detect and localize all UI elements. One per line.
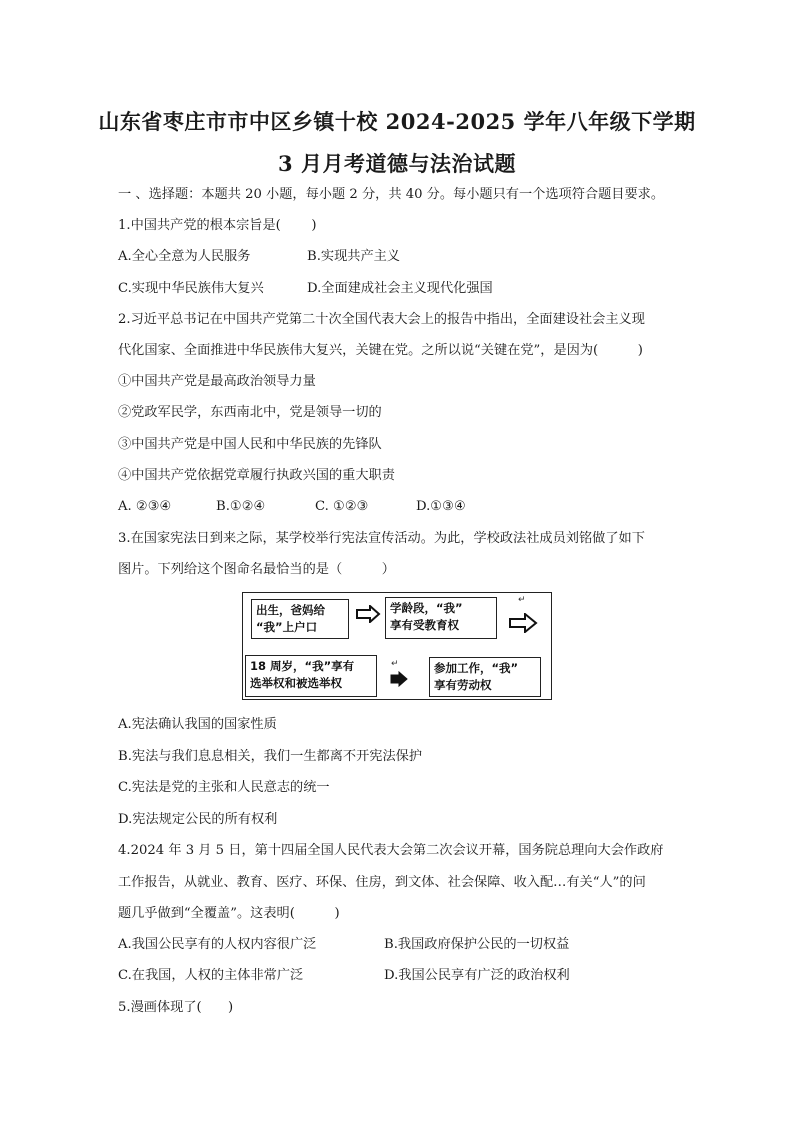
figure-box-school-line2: 享有受教育权: [390, 618, 459, 632]
question-3-option-d: D.宪法规定公民的所有权利: [118, 812, 278, 827]
question-2-option-a: A. ②③④: [118, 499, 172, 514]
question-1-option-b: B.实现共产主义: [307, 249, 401, 264]
figure-box-school: [385, 597, 497, 639]
figure-box-birth: [251, 599, 349, 639]
figure-box-adult-line2: 选举权和被选举权: [250, 676, 342, 690]
arrow-right-icon: [389, 671, 409, 687]
question-2-option-d: D.①③④: [416, 499, 466, 514]
figure-box-adult-line1: 18 周岁，“我”享有: [250, 659, 355, 673]
question-3-stem-line1: 3.在国家宪法日到来之际，某学校举行宪法宣传活动。为此，学校政法社成员刘铭做了如下: [118, 531, 645, 546]
question-3-option-b: B.宪法与我们息息相关，我们一生都离不开宪法保护: [118, 749, 423, 764]
figure-box-adult: [245, 655, 377, 697]
question-3-option-c: C.宪法是党的主张和人民意志的统一: [118, 780, 330, 795]
constitution-life-figure: [242, 592, 552, 700]
arrow-right-icon: [355, 605, 381, 623]
question-2-statement-2: ②党政军民学，东西南北中，党是领导一切的: [118, 405, 382, 420]
question-2-option-b: B.①②④: [216, 499, 266, 514]
question-1-option-d: D.全面建成社会主义现代化强国: [307, 281, 493, 296]
figure-box-birth-line1: 出生，爸妈给: [256, 603, 325, 617]
section-instruction: 一 、选择题：本题共 20 小题，每小题 2 分，共 40 分。每小题只有一个选项符合题目要求。: [118, 187, 665, 202]
return-mark: ↵: [518, 595, 526, 605]
question-4-option-a: A.我国公民享有的人权内容很广泛: [118, 937, 317, 952]
question-4-option-c: C.在我国，人权的主体非常广泛: [118, 968, 304, 983]
question-2-stem-line2: 代化国家、全面推进中华民族伟大复兴，关键在党。之所以说“关键在党”，是因为( ): [118, 343, 643, 358]
question-2-statement-3: ③中国共产党是中国人民和中华民族的先锋队: [118, 437, 382, 452]
question-5-stem: 5.漫画体现了( ): [118, 1000, 234, 1015]
question-1-stem: 1.中国共产党的根本宗旨是( ): [118, 218, 317, 233]
question-2-option-c: C. ①②③: [315, 499, 369, 514]
figure-box-school-line1: 学龄段，“我”: [390, 601, 463, 615]
arrow-right-icon: [508, 613, 538, 633]
question-2-stem-line1: 2.习近平总书记在中国共产党第二十次全国代表大会上的报告中指出，全面建设社会主义现: [118, 312, 645, 327]
question-4-option-d: D.我国公民享有广泛的政治权利: [384, 968, 570, 983]
question-4-stem-line3: 题几乎做到“全覆盖”。这表明( ): [118, 906, 340, 921]
figure-box-work-line1: 参加工作，“我”: [434, 661, 519, 675]
return-mark: ↵: [391, 659, 399, 669]
figure-box-birth-line2: “我”上户口: [256, 620, 318, 634]
question-2-statement-4: ④中国共产党依据党章履行执政兴国的重大职责: [118, 468, 395, 483]
question-1-option-c: C.实现中华民族伟大复兴: [118, 281, 264, 296]
question-3-stem-line2: 图片。下列给这个图命名最恰当的是（ ）: [118, 562, 395, 577]
question-3-option-a: A.宪法确认我国的国家性质: [118, 717, 277, 732]
figure-box-work: [429, 657, 541, 697]
question-4-stem-line2: 工作报告，从就业、教育、医疗、环保、住房，到文体、社会保障、收入配…有关“人”的问: [118, 875, 646, 890]
question-4-stem-line1: 4.2024 年 3 月 5 日，第十四届全国人民代表大会第二次会议开幕，国务院总理向大会作政府: [118, 843, 664, 858]
exam-title-line1: 山东省枣庄市市中区乡镇十校 2024-2025 学年八年级下学期: [98, 109, 696, 134]
figure-box-work-line2: 享有劳动权: [434, 678, 492, 692]
question-2-statement-1: ①中国共产党是最高政治领导力量: [118, 374, 316, 389]
question-1-option-a: A.全心全意为人民服务: [118, 249, 251, 264]
question-4-option-b: B.我国政府保护公民的一切权益: [384, 937, 570, 952]
exam-title-line2: 3 月月考道德与法治试题: [278, 151, 516, 176]
